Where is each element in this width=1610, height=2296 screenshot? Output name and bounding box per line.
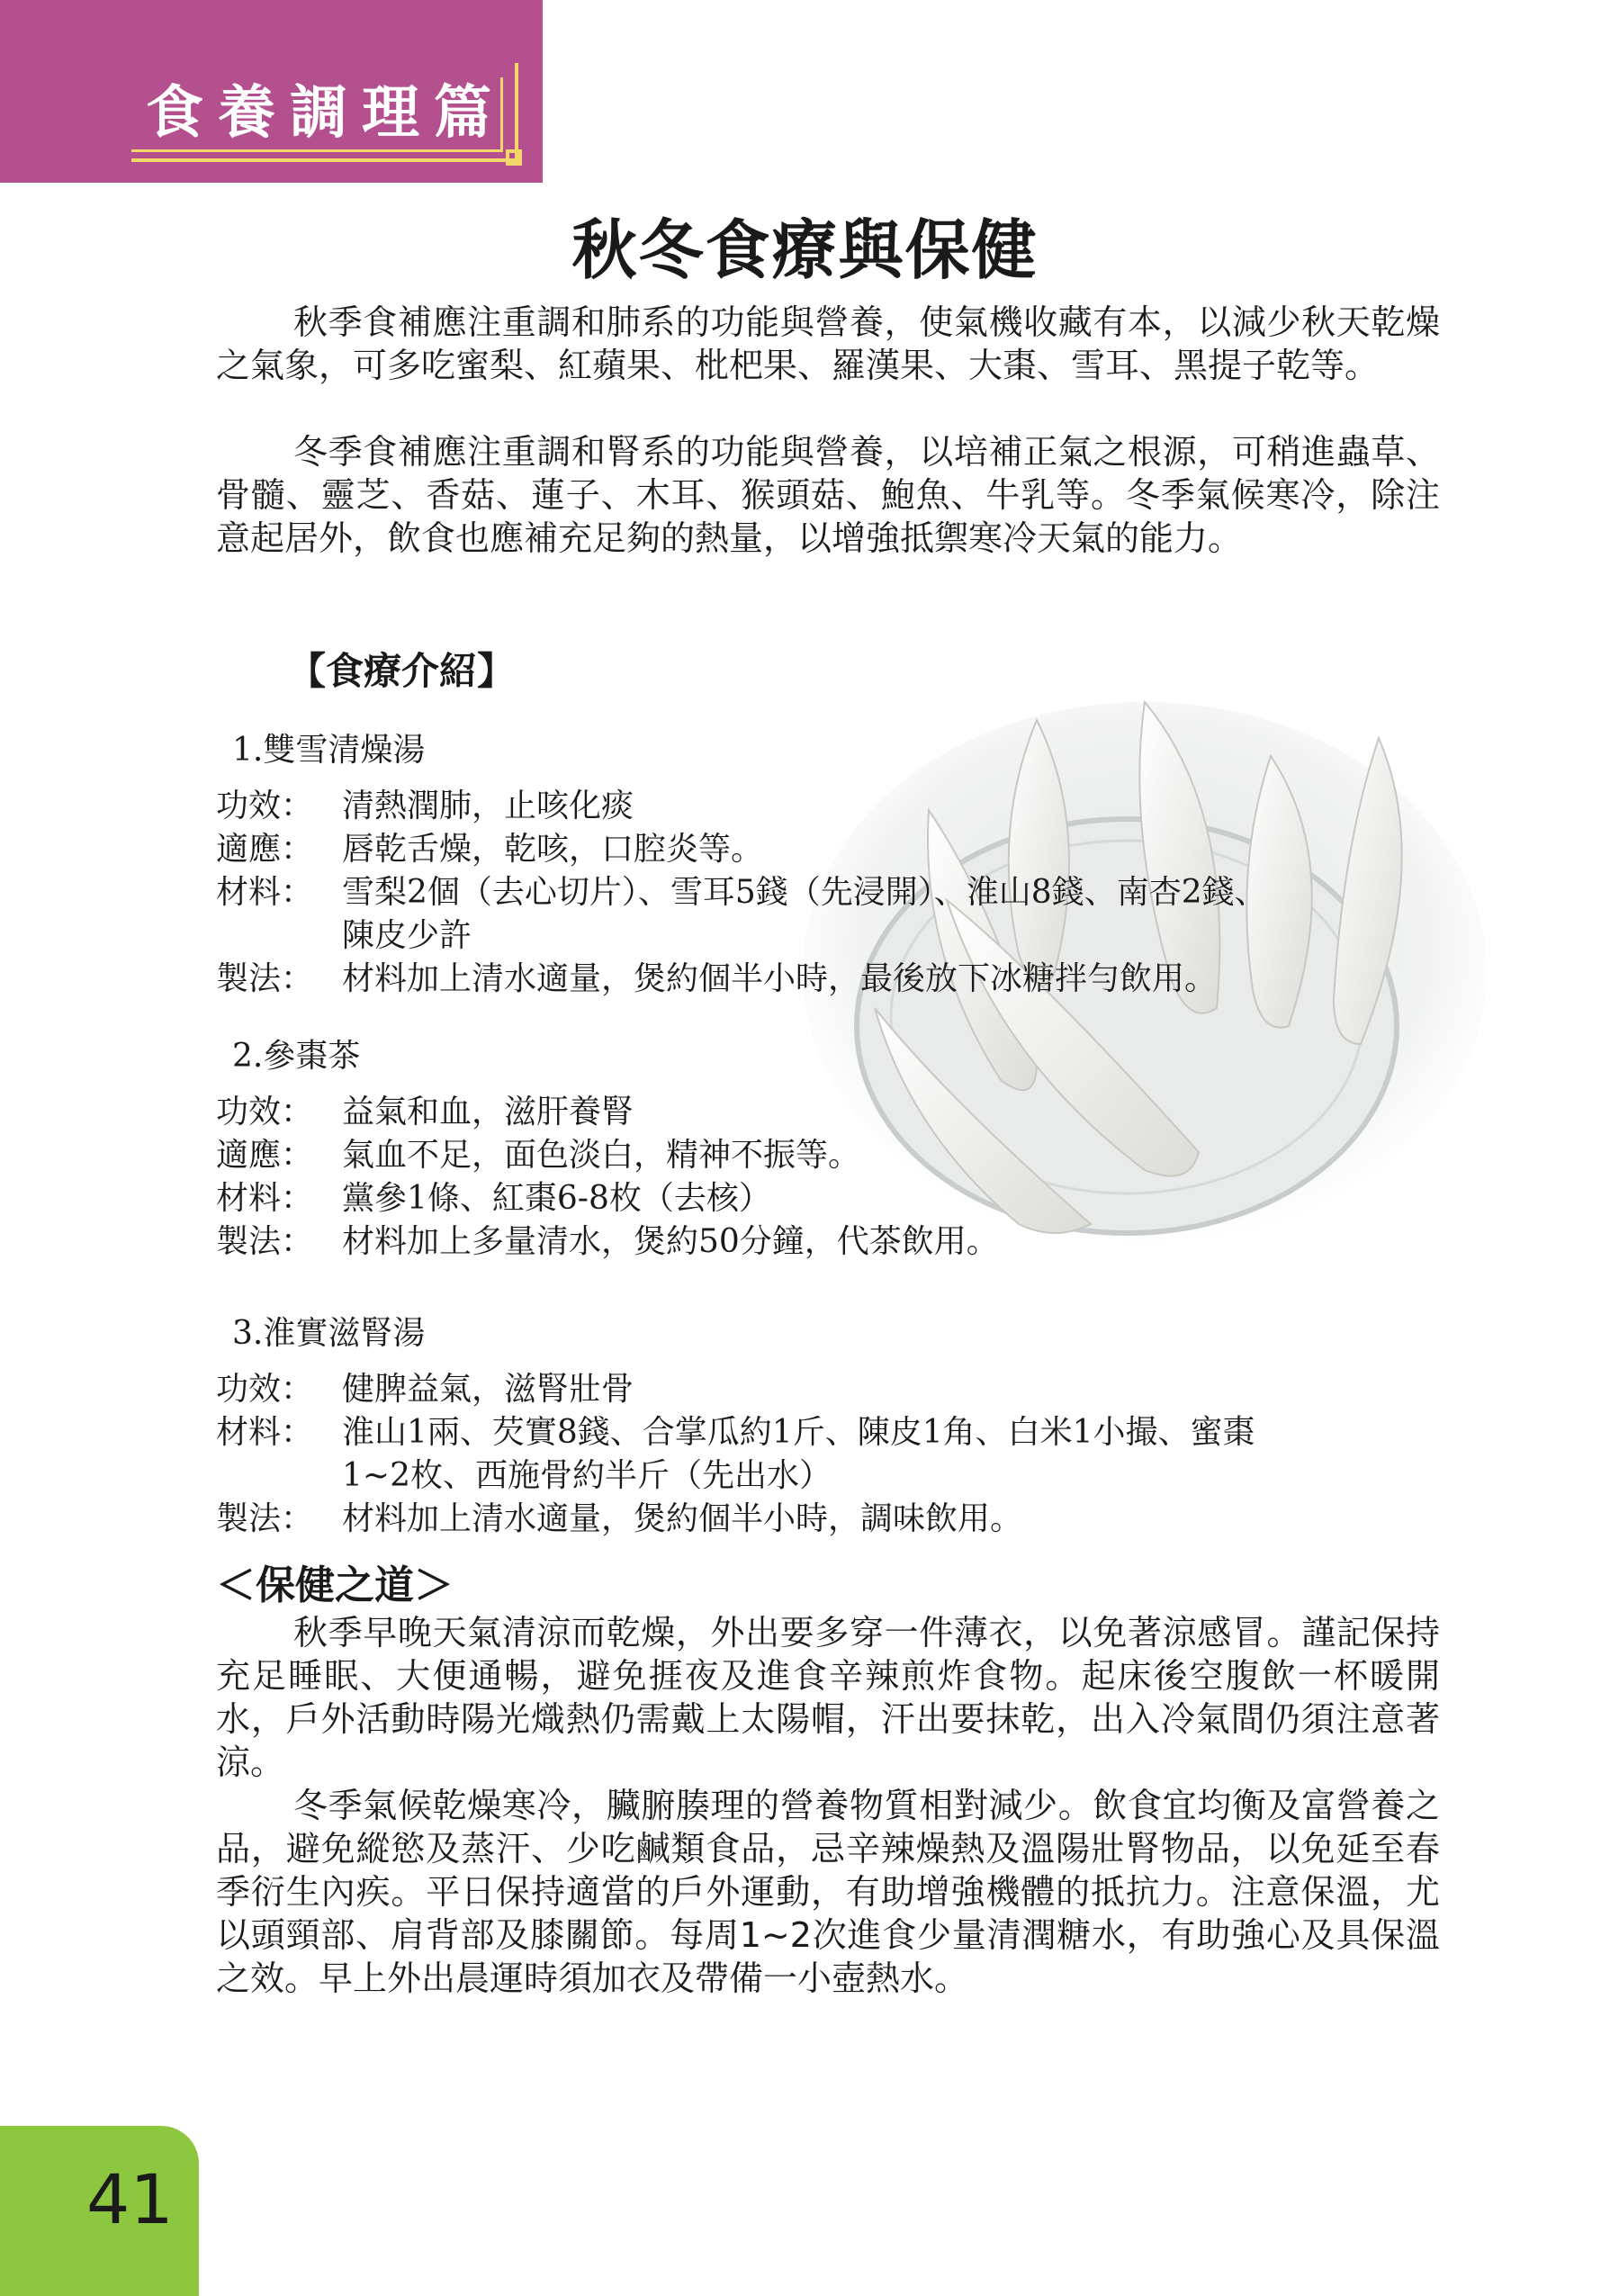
health-heading: ＜保健之道＞ bbox=[216, 1562, 454, 1608]
recipe-row-value: 材料加上清水適量，煲約個半小時，最後放下冰糖拌勻飲用。 bbox=[342, 960, 1218, 997]
section-tab bbox=[0, 0, 543, 183]
section-title: 食養調理篇 bbox=[146, 79, 506, 147]
section-tab-corner-ornament bbox=[506, 149, 522, 166]
recipe-row-effect bbox=[216, 1091, 1440, 1134]
recipe-3 bbox=[216, 1312, 1440, 1541]
recipe-row-label: 材料： bbox=[216, 1180, 314, 1217]
intro-paragraph-winter: 冬季食補應注重調和腎系的功能與營養，以培補正氣之根源，可稍進蟲草、骨髓、靈芝、香菇、蓮子、木耳、猴頭菇、鮑魚、牛乳等。冬季氣候寒冷，除注意起居外，飲食也應補充足夠的熱量，以增強抵禦寒冷天氣的能力。 bbox=[216, 432, 1440, 558]
recipe-row-method bbox=[216, 1220, 1440, 1264]
recipe-row-label: 製法： bbox=[216, 1223, 314, 1260]
recipe-row-effect bbox=[216, 1368, 1440, 1411]
recipe-row-indication bbox=[216, 1134, 1440, 1177]
recipe-row-value: 唇乾舌燥，乾咳，口腔炎等。 bbox=[342, 831, 764, 868]
recipe-row-label: 製法： bbox=[216, 1500, 314, 1537]
recipe-row-value: 材料加上多量清水，煲約50分鐘，代茶飲用。 bbox=[342, 1223, 999, 1260]
recipe-row-ingredients bbox=[216, 871, 1440, 958]
recipe-row-label: 製法： bbox=[216, 960, 314, 997]
recipe-row-value: 清熱潤肺，止咳化痰 bbox=[342, 788, 634, 824]
recipe-row-effect bbox=[216, 785, 1440, 828]
recipe-row-label: 適應： bbox=[216, 1137, 314, 1174]
recipe-1 bbox=[216, 729, 1440, 1001]
recipe-row-value: 淮山1兩、芡實8錢、合掌瓜約1斤、陳皮1角、白米1小撮、蜜棗1~2枚、西施骨約半斤（先出水） bbox=[342, 1414, 1255, 1494]
recipe-row-method bbox=[216, 1498, 1440, 1541]
recipe-row-indication bbox=[216, 828, 1440, 871]
recipe-row-method bbox=[216, 958, 1440, 1001]
recipe-row-value: 健脾益氣，滋腎壯骨 bbox=[342, 1371, 634, 1408]
page-title: 秋冬食療與保健 bbox=[571, 212, 1039, 288]
health-paragraph-autumn: 秋季早晚天氣清涼而乾燥，外出要多穿一件薄衣，以免著涼感冒。謹記保持充足睡眠、大便通暢，避免捱夜及進食辛辣煎炸食物。起床後空腹飲一杯暖開水，戶外活動時陽光熾熱仍需戴上太陽帽，汗出要抹乾，出入冷氣間仍須注意著涼。 bbox=[216, 1613, 1440, 1782]
page-number: 41 bbox=[86, 2159, 174, 2239]
recipe-2 bbox=[216, 1035, 1440, 1264]
recipe-row-label: 適應： bbox=[216, 831, 314, 868]
recipe-row-label: 材料： bbox=[216, 1414, 314, 1451]
recipe-row-label: 功效： bbox=[216, 1094, 314, 1130]
recipe-row-label: 材料： bbox=[216, 874, 314, 911]
recipe-title: 2.參棗茶 bbox=[232, 1038, 361, 1075]
health-paragraph-winter: 冬季氣候乾燥寒冷，臟腑腠理的營養物質相對減少。飲食宜均衡及富營養之品，避免縱慾及蒸汗、少吃鹹類食品，忌辛辣燥熱及溫陽壯腎物品，以免延至春季衍生內疾。平日保持適當的戶外運動，有助增強機體的抵抗力。注意保溫，尤以頭頸部、肩背部及膝關節。每周1~2次進食少量清潤糖水，有助強心及具保溫之效。早上外出晨運時須加衣及帶備一小壺熱水。 bbox=[216, 1786, 1440, 1998]
recipe-title: 1.雙雪清燥湯 bbox=[232, 732, 426, 769]
recipe-row-value: 黨參1條、紅棗6-8枚（去核） bbox=[342, 1180, 771, 1217]
recipe-row-label: 功效： bbox=[216, 788, 314, 824]
recipe-title: 3.淮實滋腎湯 bbox=[232, 1315, 426, 1352]
recipe-row-ingredients bbox=[216, 1411, 1440, 1498]
recipe-row-ingredients bbox=[216, 1177, 1440, 1220]
recipe-row-value: 益氣和血，滋肝養腎 bbox=[342, 1094, 634, 1130]
recipes-heading: 【食療介紹】 bbox=[288, 649, 516, 693]
recipe-row-value: 氣血不足，面色淡白，精神不振等。 bbox=[342, 1137, 861, 1174]
recipe-row-label: 功效： bbox=[216, 1371, 314, 1408]
intro-paragraph-autumn: 秋季食補應注重調和肺系的功能與營養，使氣機收藏有本，以減少秋天乾燥之氣象，可多吃蜜梨、紅蘋果、枇杷果、羅漢果、大棗、雪耳、黑提子乾等。 bbox=[216, 302, 1440, 385]
recipe-row-value: 雪梨2個（去心切片）、雪耳5錢（先浸開）、淮山8錢、南杏2錢、陳皮少許 bbox=[342, 874, 1267, 954]
recipe-row-value: 材料加上清水適量，煲約個半小時，調味飲用。 bbox=[342, 1500, 1023, 1537]
